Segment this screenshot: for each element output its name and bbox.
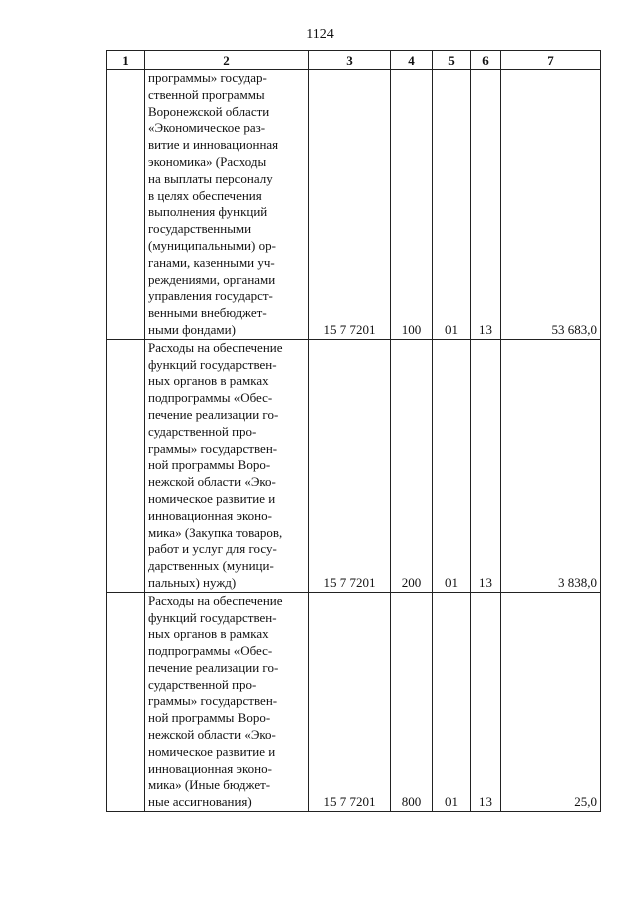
page-number: 1124 <box>306 27 334 42</box>
description-line: управления государст- <box>148 288 273 304</box>
table-row <box>107 70 601 340</box>
description-line: мика» (Закупка товаров, <box>148 524 283 540</box>
column-header: 7 <box>501 51 601 70</box>
description-line: граммы» государствен- <box>148 440 278 456</box>
description-line: нежской области «Эко- <box>148 727 276 743</box>
description-line: «Экономическое раз- <box>148 120 266 136</box>
description-line: ной программы Воро- <box>148 457 271 473</box>
description-line: ганами, казенными уч- <box>148 254 275 270</box>
description-line: нежской области «Эко- <box>148 474 276 490</box>
description-line: номическое развитие и <box>148 743 276 759</box>
section-cell: 01 <box>433 339 471 592</box>
table-row <box>107 592 601 811</box>
description-cell <box>145 592 309 811</box>
column-header: 4 <box>391 51 433 70</box>
column-header: 2 <box>145 51 309 70</box>
table-header-row <box>107 51 601 70</box>
description-line: пальных) нужд) <box>148 574 237 590</box>
description-line: подпрограммы «Обес- <box>148 390 273 406</box>
description-line: витие и инновационная <box>148 137 279 153</box>
description-line: ственной программы <box>148 86 265 102</box>
column-header: 1 <box>107 51 145 70</box>
section-cell: 01 <box>433 70 471 340</box>
table-row <box>107 339 601 592</box>
column-header: 3 <box>309 51 391 70</box>
description-line: экономика» (Расходы <box>148 153 267 169</box>
description-line: на выплаты персоналу <box>148 170 273 186</box>
column-header: 5 <box>433 51 471 70</box>
description-line: граммы» государствен- <box>148 693 278 709</box>
description-line: ные ассигнования) <box>148 794 252 810</box>
subsection-cell: 13 <box>471 339 501 592</box>
description-line: работ и услуг для госу- <box>148 541 277 557</box>
amount-cell: 25,0 <box>501 592 601 811</box>
description-line: Воронежской области <box>148 103 270 119</box>
row-number-cell <box>107 339 145 592</box>
description-line: Расходы на обеспечение <box>148 592 283 608</box>
description-line: ных органов в рамках <box>148 373 269 389</box>
description-cell <box>145 70 309 340</box>
amount-cell: 53 683,0 <box>501 70 601 340</box>
description-line: венными внебюджет- <box>148 305 267 321</box>
expense-type-cell: 800 <box>391 592 433 811</box>
description-line: ными фондами) <box>148 321 236 337</box>
budget-table <box>106 50 601 812</box>
description-line: инновационная эконо- <box>148 507 272 523</box>
description-line: (муниципальными) ор- <box>148 237 276 253</box>
description-line: государственными <box>148 221 252 237</box>
target-code-cell: 15 7 7201 <box>309 70 391 340</box>
row-number-cell <box>107 592 145 811</box>
description-line: номическое развитие и <box>148 490 276 506</box>
column-header: 6 <box>471 51 501 70</box>
description-line: печение реализации го- <box>148 659 279 675</box>
subsection-cell: 13 <box>471 70 501 340</box>
description-line: программы» государ- <box>148 70 267 85</box>
description-line: печение реализации го- <box>148 406 279 422</box>
description-line: функций государствен- <box>148 356 277 372</box>
description-line: выполнения функций <box>148 204 268 220</box>
description-cell <box>145 339 309 592</box>
amount-cell: 3 838,0 <box>501 339 601 592</box>
description-line: подпрограммы «Обес- <box>148 643 273 659</box>
description-line: ной программы Воро- <box>148 710 271 726</box>
description-line: ных органов в рамках <box>148 626 269 642</box>
expense-type-cell: 200 <box>391 339 433 592</box>
target-code-cell: 15 7 7201 <box>309 592 391 811</box>
section-cell: 01 <box>433 592 471 811</box>
description-line: в целях обеспечения <box>148 187 262 203</box>
description-line: дарственных (муници- <box>148 558 274 574</box>
expense-type-cell: 100 <box>391 70 433 340</box>
description-line: инновационная эконо- <box>148 760 272 776</box>
description-line: сударственной про- <box>148 676 257 692</box>
description-line: функций государствен- <box>148 609 277 625</box>
row-number-cell <box>107 70 145 340</box>
description-line: мика» (Иные бюджет- <box>148 777 271 793</box>
description-line: сударственной про- <box>148 423 257 439</box>
description-line: Расходы на обеспечение <box>148 339 283 355</box>
description-line: реждениями, органами <box>148 271 276 287</box>
target-code-cell: 15 7 7201 <box>309 339 391 592</box>
subsection-cell: 13 <box>471 592 501 811</box>
